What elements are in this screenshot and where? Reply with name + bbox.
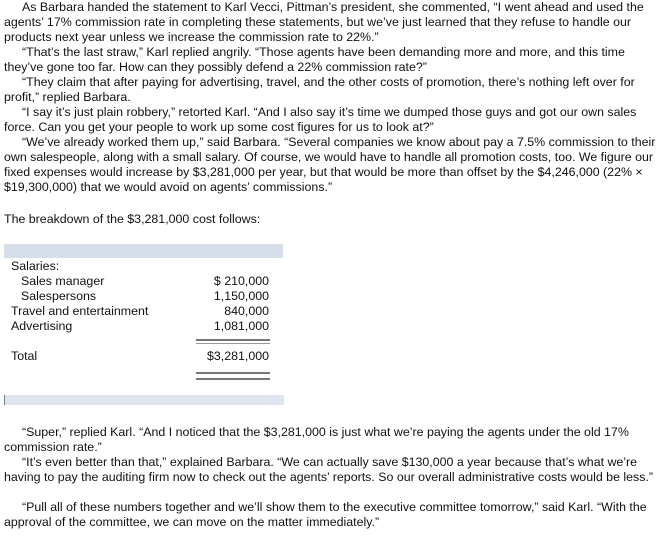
total-double-rule-top bbox=[196, 372, 270, 374]
total-amount: $3,281,000 bbox=[206, 349, 269, 363]
row-amount-travel: 840,000 bbox=[224, 304, 269, 318]
row-label-advertising: Advertising bbox=[11, 319, 73, 333]
breakdown-heading: The breakdown of the $3,281,000 cost follows: bbox=[4, 212, 261, 226]
row-amount-salespersons: 1,150,000 bbox=[213, 289, 269, 303]
subtotal-rule-shadow bbox=[196, 343, 270, 344]
table-footer-bar bbox=[4, 395, 284, 405]
subtotal-rule bbox=[196, 339, 270, 341]
paragraph: “It’s even better than that,” explained Barbara. “We can actually save $130,000 a year because that’s what we’re having to pay the auditing firm now to check out the agents’ reports. So our overall administrative costs would be less.” bbox=[4, 455, 654, 484]
paragraph: “We’ve already worked them up,” said Barbara. “Several companies we know about pay a 7.5% commission to their own salespeople, along with a small salary. Of course, we would have to handle all promotion costs, too. We figure our fixed expenses would increase by $3,281,000 per year, but that would be more than offset by the $4,246,000 (22% × $19,300,000) that we would avoid on agents’ commissions.” bbox=[4, 135, 656, 194]
paragraph: As Barbara handed the statement to Karl Vecci, Pittman’s president, she commented, “I went ahead and used the agents’ 17% commission rate in completing these statements, but we’ve just learned that they refuse to handle our products next year unless we increase the commission rate to 22%.” bbox=[4, 0, 644, 44]
row-label-salespersons: Salespersons bbox=[21, 289, 97, 303]
total-label: Total bbox=[11, 349, 38, 363]
row-label-sales-manager: Sales manager bbox=[21, 274, 105, 288]
row-amount-advertising: 1,081,000 bbox=[213, 319, 269, 333]
table-header-bar bbox=[4, 244, 283, 258]
paragraph: “They claim that after paying for advertising, travel, and the other costs of promotion, there’s nothing left over for profit,” replied Barbara. bbox=[4, 75, 635, 104]
paragraph: “Super,” replied Karl. “And I noticed that the $3,281,000 is just what we’re paying the agents under the old 17% commission rate.” bbox=[4, 425, 629, 454]
total-double-rule-bottom bbox=[196, 378, 270, 380]
paragraph: “I say it’s just plain robbery,” retorted Karl. “And I also say it’s time we dumped those guys and got our own sales force. Can you get your people to work up some cost figures for us to look at?” bbox=[4, 105, 637, 134]
paragraph: “That’s the last straw,” Karl replied angrily. “Those agents have been demanding more and more, and this time they’ve gone too far. How can they possibly defend a 22% commission rate?” bbox=[4, 45, 625, 74]
row-label-travel: Travel and entertainment bbox=[11, 304, 149, 318]
paragraph: “Pull all of these numbers together and we’ll show them to the executive committee tomorrow,” said Karl. “With the approval of the committee, we can move on the matter immediately.” bbox=[4, 500, 647, 529]
row-amount-sales-manager: $ 210,000 bbox=[213, 274, 269, 288]
salaries-label: Salaries: bbox=[11, 259, 60, 273]
